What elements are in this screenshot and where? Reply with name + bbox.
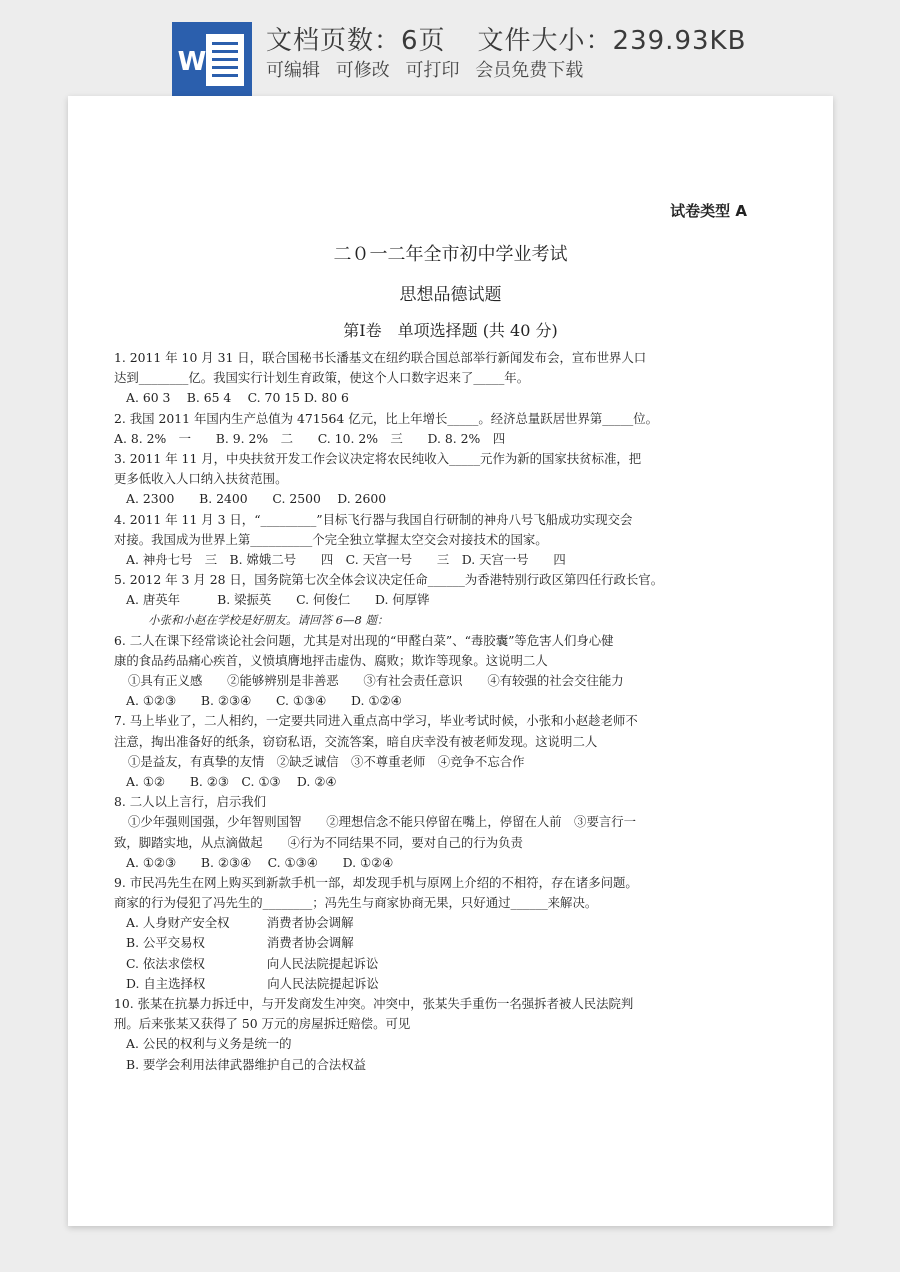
question-6-options: A. ①②③ B. ②③④ C. ①③④ D. ①②④ — [126, 693, 402, 709]
question-9-option-c: C. 依法求偿权 向人民法院提起诉讼 — [126, 955, 379, 971]
page-count: 文档页数：6页 — [266, 26, 446, 56]
question-6-line-1: 6. 二人在课下经常谈论社会问题，尤其是对出现的“甲醛白菜”、“毒胶囊”等危害人们身心健 — [114, 632, 614, 648]
question-body — [114, 348, 754, 1075]
question-7-line-2: 注意，掏出准备好的纸条，窃窃私语，交流答案，暗自庆幸没有被老师发现。这说明二人 — [114, 733, 598, 749]
feature-list — [266, 56, 593, 82]
question-6-line-2: 康的食品药品痛心疾首，义愤填膺地抨击虚伪、腐败；欺诈等现象。这说明二人 — [114, 652, 548, 668]
question-7-line-1: 7. 马上毕业了，二人相约，一定要共同进入重点高中学习，毕业考试时候，小张和小赵趁老师不 — [114, 713, 638, 729]
question-9-option-d: D. 自主选择权 向人民法院提起诉讼 — [126, 975, 379, 991]
question-3-line-1: 3. 2011 年 11 月，中央扶贫开发工作会议决定将农民纯收入_____元作为新的国家扶贫标准，把 — [114, 450, 642, 466]
question-8-statements-2: 致，脚踏实地，从点滴做起 ④行为不同结果不同，要对自己的行为负责 — [114, 834, 523, 850]
question-8-statements-1: ①少年强则国强，少年智则国智 ②理想信念不能只停留在嘴上，停留在人前 ③要言行一 — [128, 814, 637, 830]
question-7-statements: ①是益友，有真挚的友情 ②缺乏诚信 ③不尊重老师 ④竞争不忘合作 — [128, 753, 525, 769]
question-1-line-1: 1. 2011 年 10 月 31 日，联合国秘书长潘基文在纽约联合国总部举行新闻发布会，宣布世界人口 — [114, 350, 647, 365]
question-2-line-1: 2. 我国 2011 年国内生产总值为 471564 亿元，比上年增长_____。经济总量跃居世界第_____位。 — [114, 410, 659, 426]
download-header — [0, 0, 900, 100]
question-1-line-2: 达到________亿。我国实行计划生育政策，使这个人口数字迟来了_____年。 — [114, 370, 530, 386]
question-9-line-2: 商家的行为侵犯了冯先生的________；冯先生与商家协商无果，只好通过______来解决。 — [114, 895, 598, 911]
question-4-line-2: 对接。我国成为世界上第__________个完全独立掌握太空交会对接技术的国家。 — [114, 531, 548, 547]
exam-title: 二０一二年全市初中学业考试 — [333, 244, 568, 265]
question-2-options: A. 8. 2% 一 B. 9. 2% 二 C. 10. 2% 三 D. 8. 2% 四 — [114, 430, 506, 446]
word-icon-letter: W — [177, 47, 207, 77]
question-3-line-2: 更多低收入人口纳入扶贫范围。 — [114, 471, 288, 487]
exam-type: 试卷类型 A — [670, 202, 747, 220]
group-instruction: 小张和小赵在学校是好朋友。请回答 6—8 题： — [148, 613, 389, 628]
question-8-line-1: 8. 二人以上言行，启示我们 — [114, 794, 267, 810]
word-document-icon — [172, 22, 252, 96]
feature-editable: 可编辑 — [266, 60, 320, 81]
file-size: 文件大小：239.93KB — [477, 26, 747, 56]
question-10-option-b: B. 要学会利用法律武器维护自己的合法权益 — [126, 1056, 367, 1072]
question-4-options: A. 神舟七号 三 B. 嫦娥二号 四 C. 天宫一号 三 D. 天宫一号 四 — [126, 551, 566, 567]
question-9-line-1: 9. 市民冯先生在网上购买到新款手机一部，却发现手机与原网上介绍的不相符，存在诸多问题。 — [114, 874, 638, 890]
feature-free-download: 会员免费下载 — [475, 60, 584, 81]
question-10-line-2: 刑。后来张某又获得了 50 万元的房屋拆迁赔偿。可见 — [114, 1016, 411, 1032]
exam-subtitle: 思想品德试题 — [399, 285, 502, 305]
question-10-option-a: A. 公民的权利与义务是统一的 — [126, 1036, 292, 1052]
question-6-statements: ①具有正义感 ②能够辨别是非善恶 ③有社会责任意识 ④有较强的社会交往能力 — [128, 673, 624, 688]
section-heading: 第Ⅰ卷 单项选择题 (共 40 分) — [343, 321, 558, 340]
question-7-options: A. ①② B. ②③ C. ①③ D. ②④ — [126, 773, 337, 789]
question-5-line-1: 5. 2012 年 3 月 28 日，国务院第七次全体会议决定任命______为香港特别行政区第四任行政长官。 — [114, 572, 664, 588]
feature-modifiable: 可修改 — [335, 60, 390, 81]
feature-printable: 可打印 — [405, 60, 460, 81]
question-9-option-b: B. 公平交易权 消费者协会调解 — [126, 935, 354, 951]
question-4-line-1: 4. 2011 年 11 月 3 日，“_________”目标飞行器与我国自行研制的神舟八号飞船成功实现交会 — [114, 511, 633, 527]
question-5-options: A. 唐英年 B. 梁振英 C. 何俊仁 D. 何厚铧 — [126, 592, 430, 608]
file-info — [266, 20, 746, 57]
question-9-option-a: A. 人身财产安全权 消费者协会调解 — [126, 915, 354, 931]
question-10-line-1: 10. 张某在抗暴力拆迁中，与开发商发生冲突。冲突中，张某失手重伤一名强拆者被人民法院判 — [114, 996, 634, 1011]
question-3-options: A. 2300 B. 2400 C. 2500 D. 2600 — [126, 491, 387, 507]
question-1-options: A. 60 3 B. 65 4 C. 70 15 D. 80 6 — [126, 390, 349, 406]
question-8-options: A. ①②③ B. ②③④ C. ①③④ D. ①②④ — [126, 854, 394, 870]
